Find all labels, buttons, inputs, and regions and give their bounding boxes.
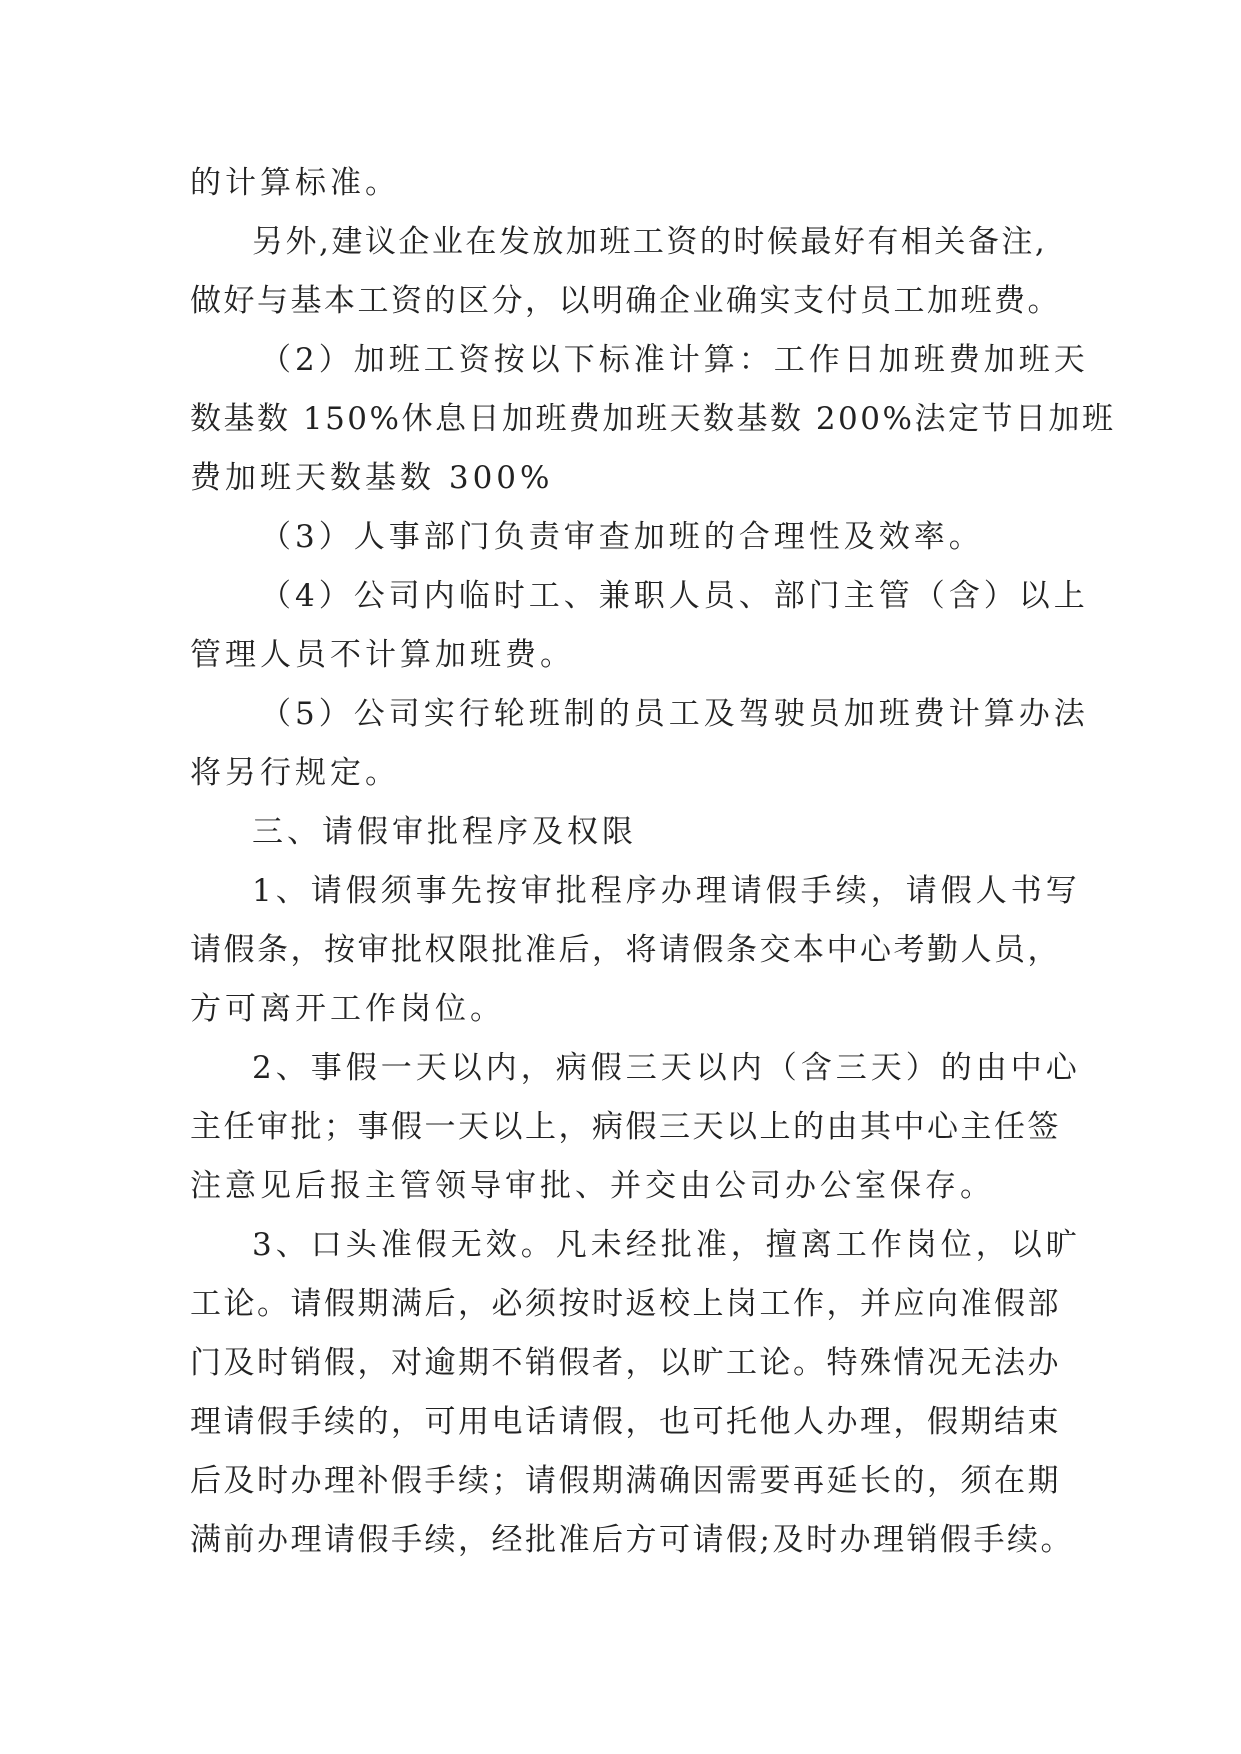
paragraph-line: 费加班天数基数 300% [190,460,554,496]
document-body [190,154,1116,1570]
paragraph-line: 后及时办理补假手续；请假期满确因需要再延长的，须在期 [190,1463,1061,1499]
paragraph-line: （2）加班工资按以下标准计算：工作日加班费加班天 [260,342,1089,378]
paragraph-line: 做好与基本工资的区分，以明确企业确实支付员工加班费。 [190,283,1061,319]
paragraph-line: 1、请假须事先按审批程序办理请假手续，请假人书写 [252,873,1081,909]
paragraph-line: 主任审批；事假一天以上，病假三天以上的由其中心主任签 [190,1109,1061,1145]
paragraph-line: 注意见后报主管领导审批、并交由公司办公室保存。 [190,1168,995,1204]
paragraph-line: （3）人事部门负责审查加班的合理性及效率。 [260,519,984,555]
paragraph-line: （5）公司实行轮班制的员工及驾驶员加班费计算办法 [260,696,1089,732]
paragraph-line: 数基数 150%休息日加班费加班天数基数 200%法定节日加班 [190,401,1116,437]
paragraph-line: 另外,建议企业在发放加班工资的时候最好有相关备注, [252,224,1048,260]
paragraph-line: 2、事假一天以内，病假三天以内（含三天）的由中心 [252,1050,1081,1086]
paragraph-line: 的计算标准。 [190,165,400,201]
paragraph-line: 管理人员不计算加班费。 [190,637,575,673]
paragraph-line: 理请假手续的，可用电话请假，也可托他人办理，假期结束 [190,1404,1061,1440]
paragraph-line: 方可离开工作岗位。 [190,991,505,1027]
paragraph-line: 门及时销假，对逾期不销假者，以旷工论。特殊情况无法办 [190,1345,1061,1381]
paragraph-line: （4）公司内临时工、兼职人员、部门主管（含）以上 [260,578,1089,614]
paragraph-line: 满前办理请假手续，经批准后方可请假;及时办理销假手续。 [190,1522,1074,1558]
paragraph-line: 3、口头准假无效。凡未经批准，擅离工作岗位，以旷 [252,1227,1081,1263]
paragraph-line: 将另行规定。 [190,755,400,791]
paragraph-line: 工论。请假期满后，必须按时返校上岗工作，并应向准假部 [190,1286,1061,1322]
paragraph-line: 请假条，按审批权限批准后，将请假条交本中心考勤人员， [190,932,1061,968]
section-heading: 三、请假审批程序及权限 [252,814,637,850]
